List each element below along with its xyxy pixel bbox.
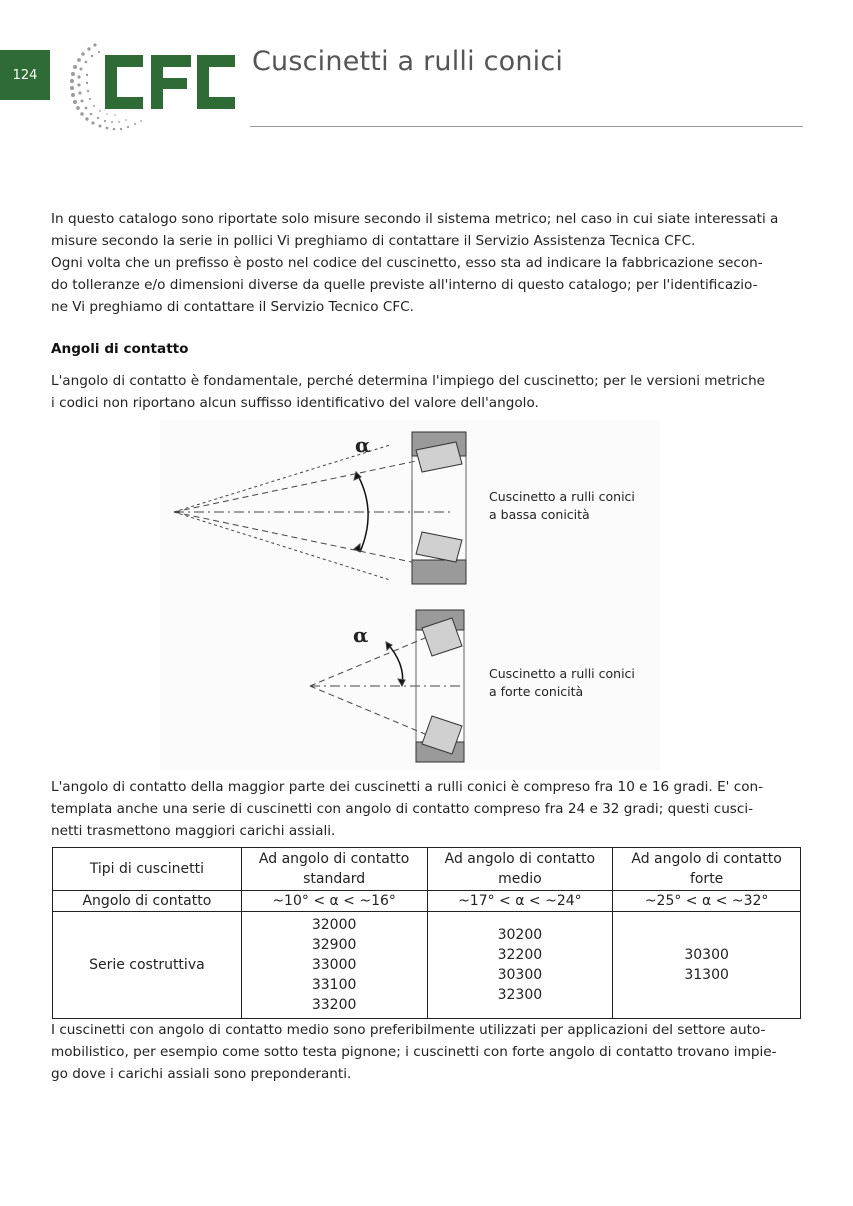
table-header-strong — [613, 848, 801, 891]
after-figure-line: L'angolo di contatto della maggior parte dei cuscinetti a rulli conici è compreso fra 10 e 16 gradi. E' con- — [51, 779, 764, 795]
series-standard — [241, 912, 427, 1019]
contact-angle-figure — [160, 420, 660, 770]
table-row-series — [53, 912, 801, 1019]
header-line: Ad angolo di contatto — [258, 851, 410, 867]
logo-letters — [105, 55, 235, 109]
section-paragraph — [51, 370, 803, 414]
intro-paragraph — [51, 208, 803, 318]
alpha-label-upper: α — [355, 433, 371, 457]
series-code: 30200 — [497, 927, 543, 943]
angle-row-label: Angolo di contatto — [53, 891, 242, 912]
intro-line: Ogni volta che un prefisso è posto nel codice del cuscinetto, esso sta ad indicare la fabbricazione secon- — [51, 255, 763, 271]
closing-line: I cuscinetti con angolo di contatto medio sono preferibilmente utilizzati per applicazioni del settore auto- — [51, 1022, 766, 1038]
closing-line: mobilistico, per esempio come sotto testa pignone; i cuscinetti con forte angolo di contatto trovano impie- — [51, 1044, 777, 1060]
bearing-diagram — [160, 420, 660, 770]
table-row-angle — [53, 891, 801, 912]
series-code: 30300 — [684, 947, 729, 963]
series-code: 32000 — [311, 917, 357, 933]
after-figure-line: templata anche una serie di cuscinetti con angolo di contatto compreso fra 24 e 32 gradi; questi cusci- — [51, 801, 754, 817]
caption-line: a forte conicità — [489, 684, 584, 699]
header-line: Ad angolo di contatto — [444, 851, 596, 867]
header-line: Ad angolo di contatto — [631, 851, 782, 867]
series-code: 32900 — [311, 937, 357, 953]
high-conicity-caption — [489, 665, 635, 701]
title-divider — [250, 126, 803, 127]
series-strong — [613, 912, 801, 1019]
series-code: 30300 — [497, 967, 543, 983]
intro-line: do tolleranze e/o dimensioni diverse da quelle previste all'interno di questo catalogo; per l'identificazio- — [51, 277, 758, 293]
series-code: 32300 — [497, 987, 543, 1003]
closing-line: go dove i carichi assiali sono preponderanti. — [51, 1066, 352, 1082]
caption-line: Cuscinetto a rulli conici — [489, 666, 635, 681]
angle-standard: ~10° < α < ~16° — [241, 891, 427, 912]
header-line: standard — [303, 871, 366, 887]
page-title: Cuscinetti a rulli conici — [252, 46, 564, 77]
caption-line: a bassa conicità — [489, 507, 590, 522]
series-medium — [427, 912, 613, 1019]
page-number-tab — [0, 50, 50, 100]
cfc-logo — [55, 35, 235, 135]
closing-paragraph — [51, 1019, 803, 1085]
series-code: 33200 — [311, 997, 357, 1013]
page-number: 124 — [12, 67, 38, 83]
alpha-label-lower: α — [353, 623, 369, 647]
after-figure-paragraph — [51, 776, 803, 842]
bearing-types-table — [52, 847, 801, 1019]
low-conicity-caption — [489, 488, 635, 524]
angle-strong: ~25° < α < ~32° — [613, 891, 801, 912]
section-line: i codici non riportano alcun suffisso identificativo del valore dell'angolo. — [51, 395, 539, 411]
intro-line: misure secondo la serie in pollici Vi preghiamo di contattare il Servizio Assistenza Tecnica CFC. — [51, 233, 696, 249]
series-code: 32200 — [497, 947, 543, 963]
series-code: 33100 — [311, 977, 357, 993]
caption-line: Cuscinetto a rulli conici — [489, 489, 635, 504]
after-figure-line: netti trasmettono maggiori carichi assiali. — [51, 823, 336, 839]
table-header-medium — [427, 848, 613, 891]
section-heading: Angoli di contatto — [51, 341, 189, 357]
table-header-row — [53, 848, 801, 891]
section-line: L'angolo di contatto è fondamentale, perché determina l'impiego del cuscinetto; per le versioni metriche — [51, 373, 766, 389]
series-code: 33000 — [311, 957, 357, 973]
intro-line: In questo catalogo sono riportate solo misure secondo il sistema metrico; nel caso in cui siate interessati a — [51, 211, 779, 227]
intro-line: ne Vi preghiamo di contattare il Servizio Tecnico CFC. — [51, 299, 414, 315]
table-header-label: Tipi di cuscinetti — [53, 848, 242, 891]
table-header-standard — [241, 848, 427, 891]
angle-medium: ~17° < α < ~24° — [427, 891, 613, 912]
series-row-label: Serie costruttiva — [53, 912, 242, 1019]
header-line: medio — [498, 871, 542, 887]
header-line: forte — [689, 871, 724, 887]
series-code: 31300 — [684, 967, 729, 983]
